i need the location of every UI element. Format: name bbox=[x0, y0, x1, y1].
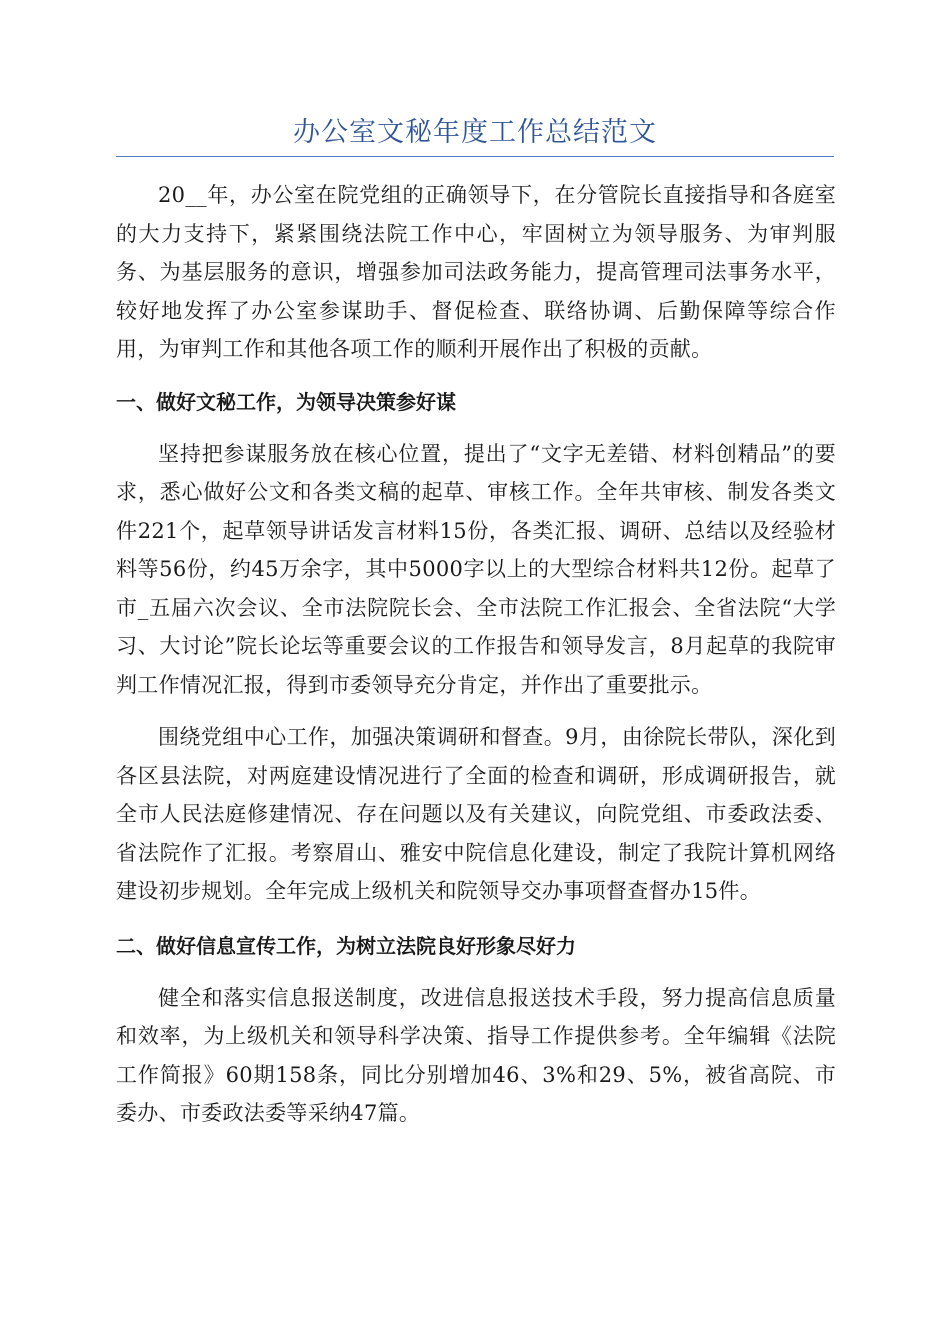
section-1-paragraph-1: 坚持把参谋服务放在核心位置，提出了“文字无差错、材料创精品”的要求，悉心做好公文和各类文稿的起草、审核工作。全年共审核、制发各类文件221个，起草领导讲话发言材料15份，各类汇报、调研、总结以及经验材料等56份，约45万余字，其中5000字以上的大型综合材料共12份。起草了市_五届六次会议、全市法院院长会、全市法院工作汇报会、全省法院“大学习、大讨论”院长论坛等重要会议的工作报告和领导发言，8月起草的我院审判工作情况汇报，得到市委领导充分肯定，并作出了重要批示。 bbox=[116, 441, 836, 697]
intro-paragraph: 20__年，办公室在院党组的正确领导下，在分管院长直接指导和各庭室的大力支持下，紧紧围绕法院工作中心，牢固树立为领导服务、为审判服务、为基层服务的意识，增强参加司法政务能力，提高管理司法事务水平，较好地发挥了办公室参谋助手、督促检查、联络协调、后勤保障等综合作用，为审判工作和其他各项工作的顺利开展作出了积极的贡献。 bbox=[116, 183, 836, 361]
document-title: 办公室文秘年度工作总结范文 bbox=[293, 117, 657, 148]
section-2-paragraph-1: 健全和落实信息报送制度，改进信息报送技术手段，努力提高信息质量和效率，为上级机关和领导科学决策、指导工作提供参考。全年编辑《法院工作简报》60期158条，同比分别增加46、3%和29、5%，被省高院、市委办、市委政法委等采纳47篇。 bbox=[116, 985, 836, 1125]
title-block bbox=[116, 110, 834, 157]
section-1-paragraph-2: 围绕党组中心工作，加强决策调研和督查。9月，由徐院长带队，深化到各区县法院，对两庭建设情况进行了全面的检查和调研，形成调研报告，就全市人民法庭修建情况、存在问题以及有关建议，向院党组、市委政法委、省法院作了汇报。考察眉山、雅安中院信息化建设，制定了我院计算机网络建设初步规划。全年完成上级机关和院领导交办事项督查督办15件。 bbox=[116, 725, 836, 903]
section-2-heading: 二、做好信息宣传工作，为树立法院良好形象尽好力 bbox=[116, 933, 576, 958]
document-body bbox=[116, 176, 836, 1133]
section-1-heading: 一、做好文秘工作，为领导决策参好谋 bbox=[116, 389, 456, 414]
